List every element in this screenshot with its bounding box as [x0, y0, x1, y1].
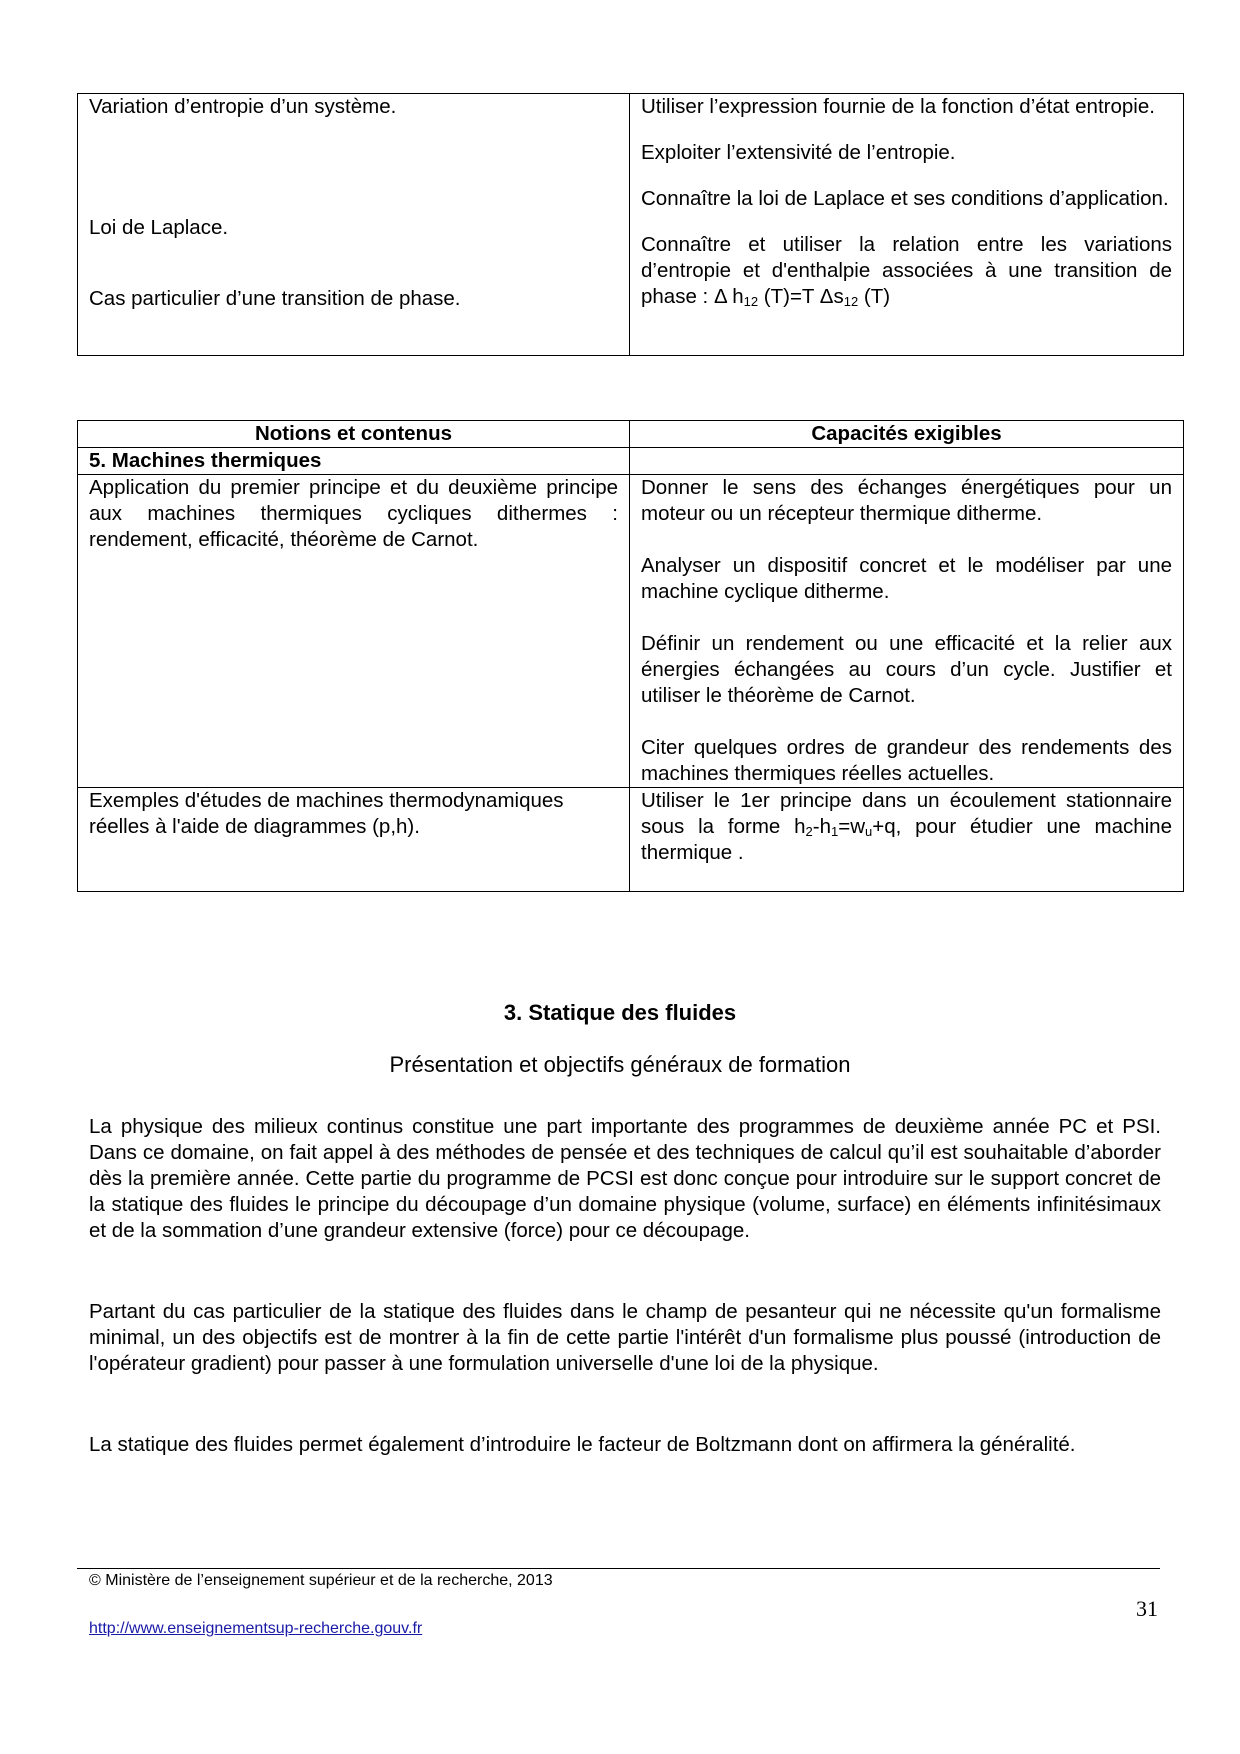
header-capacites: Capacités exigibles — [630, 421, 1184, 448]
capacities-machines — [630, 475, 1184, 788]
capacity-entropie-1: Utiliser l’expression fournie de la fonction d’état entropie. — [641, 95, 1155, 118]
capacities-table-top — [77, 93, 1184, 356]
section-machines-thermiques: 5. Machines thermiques — [78, 448, 630, 475]
capacity-transition-phase: Connaître et utiliser la relation entre les variations d’entropie et d'enthalpie associées à une transition de phase : Δ $h_{12}$ (T)=T $\Delta s_{12}$ (T) — [641, 233, 1172, 309]
notions-cell — [78, 94, 630, 356]
capacity-definir-rendement: Définir un rendement ou une efficacité et la relier aux énergies échangées au cours d’un cycle. Justifier et utiliser le théorème de Carnot. — [641, 632, 1172, 707]
paragraph-3: La statique des fluides permet également d’introduire le facteur de Boltzmann dont on affirmera la généralité. — [89, 1433, 1076, 1456]
footer-url-link[interactable]: http://www.enseignementsup-recherche.gouv.fr — [89, 1620, 423, 1637]
section-title: 3. Statique des fluides — [503, 1000, 737, 1025]
capacity-entropie-2: Exploiter l’extensivité de l’entropie. — [641, 141, 956, 164]
capacity-laplace: Connaître la loi de Laplace et ses conditions d’application. — [641, 187, 1169, 210]
page-number: 31 — [1136, 1596, 1158, 1621]
footer-divider — [77, 1568, 1160, 1569]
footer-copyright: © Ministère de l’enseignement supérieur et de la recherche, 2013 — [89, 1572, 553, 1589]
paragraph-2: Partant du cas particulier de la statique des fluides dans le champ de pesanteur qui ne nécessite qu'un formalisme minimal, un des objectifs est de montrer à la fin de cette partie l'intérêt d'un formalisme plus poussé (introduction de l'opérateur gradient) pour passer à une formulation universelle d'une loi de la physique. — [89, 1300, 1161, 1375]
header-notions: Notions et contenus — [78, 421, 630, 448]
notion-exemples-machines: Exemples d'études de machines thermodynamiques réelles à l'aide de diagrammes (p,h). — [78, 788, 630, 892]
capacity-premier-principe-text: Utiliser le 1er principe dans un écoulement stationnaire sous la forme $h_2-h_1=w_u+q$, pour étudier une machine thermique . — [641, 789, 1172, 864]
capacity-analyser-dispositif: Analyser un dispositif concret et le modéliser par une machine cyclique ditherme. — [641, 554, 1172, 603]
capacity-sens-echanges: Donner le sens des échanges énergétiques pour un moteur ou un récepteur thermique ditherme. — [641, 476, 1172, 525]
capacity-premier-principe-ecoulement — [630, 788, 1184, 892]
notion-transition-phase: Cas particulier d’une transition de phase. — [89, 287, 461, 310]
capacities-cell — [630, 94, 1184, 356]
notion-application-principes: Application du premier principe et du deuxième principe aux machines thermiques cycliques dithermes : rendement, efficacité, théorème de Carnot. — [78, 475, 630, 788]
capacity-ordres-grandeur: Citer quelques ordres de grandeur des rendements des machines thermiques réelles actuelles. — [641, 736, 1172, 785]
paragraph-1: La physique des milieux continus constitue une part importante des programmes de deuxième année PC et PSI. Dans ce domaine, on fait appel à des méthodes de pensée et des techniques de calcul qu’il est souhaitable d’aborder dès la première année. Cette partie du programme de PCSI est donc conçue pour introduire sur le support concret de la statique des fluides le principe du découpage d’un domaine physique (volume, surface) en éléments infinitésimaux et de la sommation d’une grandeur extensive (force) pour ce découpage. — [89, 1115, 1161, 1242]
section-empty-cell — [630, 448, 1184, 475]
notion-entropie: Variation d’entropie d’un système. — [89, 95, 397, 118]
notion-laplace: Loi de Laplace. — [89, 216, 229, 239]
machines-thermiques-table — [77, 420, 1184, 892]
section-subtitle: Présentation et objectifs généraux de formation — [389, 1052, 851, 1077]
